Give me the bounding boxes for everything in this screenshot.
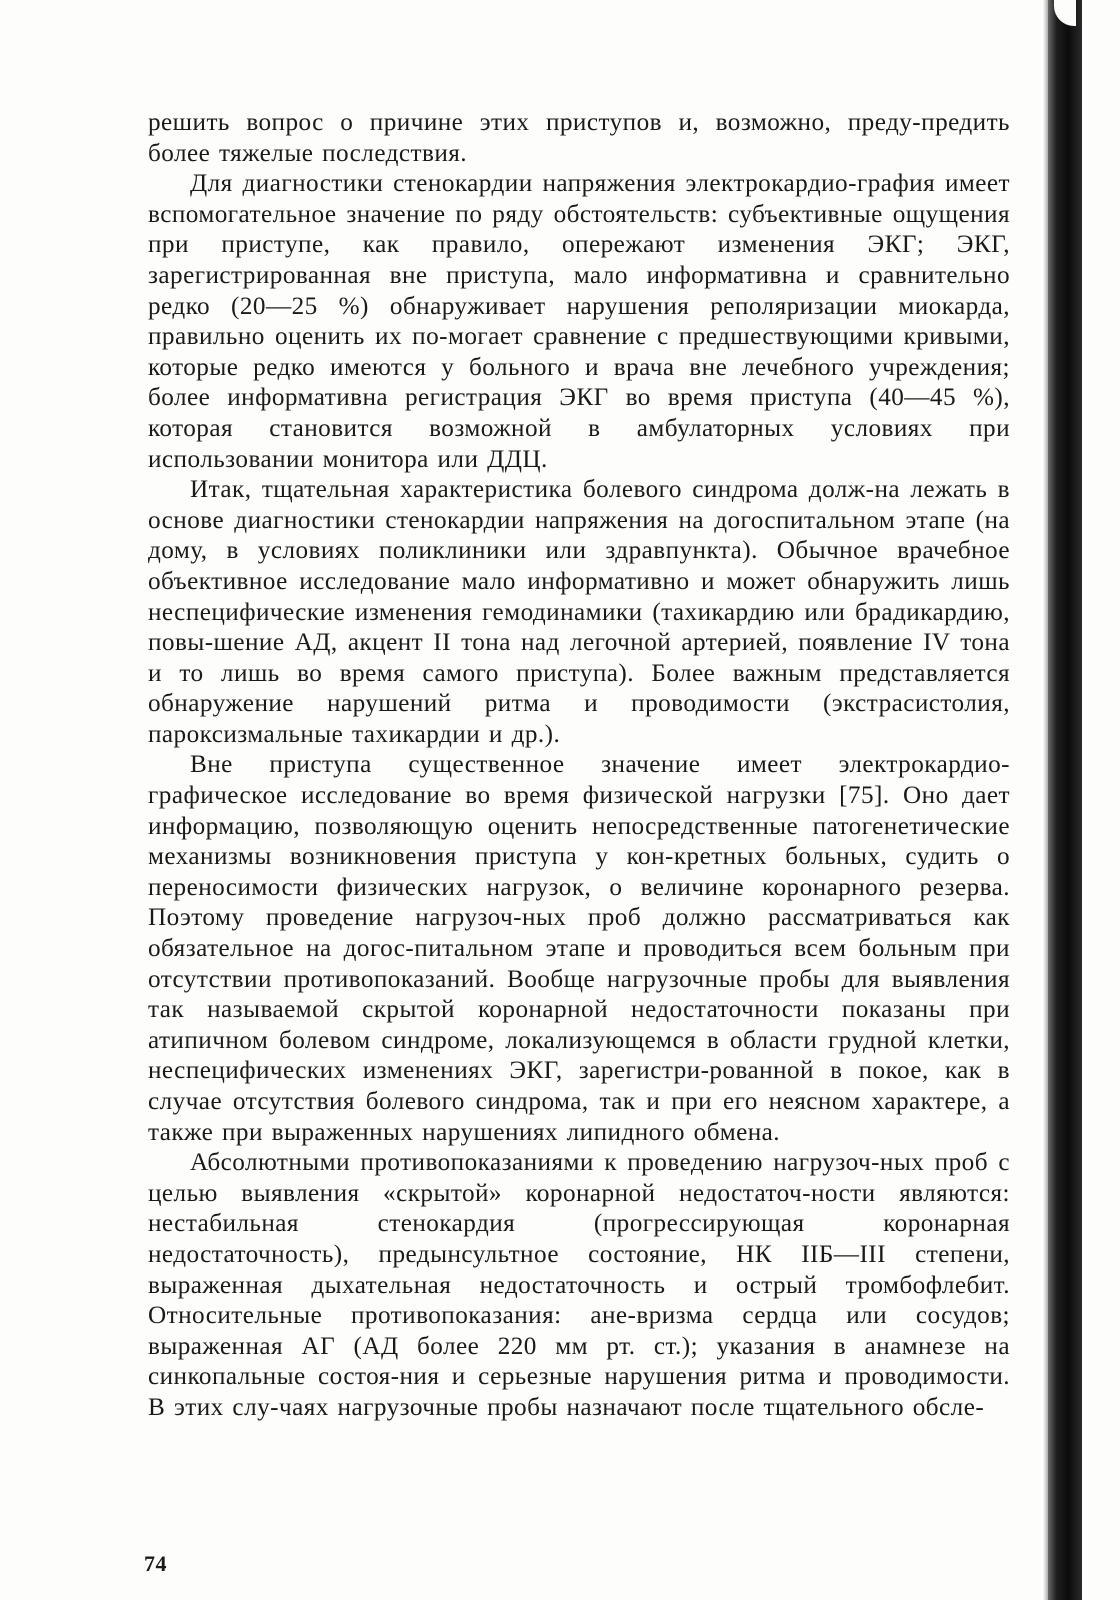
paragraph-1: решить вопрос о причине этих приступов и, возможно, преду-предить более тяжелые последствия. bbox=[148, 109, 1010, 167]
paragraph-5: Абсолютными противопоказаниями к проведению нагрузоч-ных проб с целью выявления «скрытой» коронарной недостаточ-ности являются: нестабильная стенокардия (прогрессирующая коронарная недостаточность), предынсультное состояние, НК IIБ—III степени, выраженная дыхательная недостаточность и острый тромбофлебит. Относительные противопоказания: ане-вризма сердца или сосудов; выраженная АГ (АД более 220 мм рт. ст.); указания в анамнезе на синкопальные состоя-ния и серьезные нарушения ритма и проводимости. В этих слу-чаях нагрузочные пробы назначают после тщательного обсле- bbox=[148, 1149, 1010, 1421]
scan-edge bbox=[1048, 0, 1082, 1600]
paragraph-2: Для диагностики стенокардии напряжения электрокардио-графия имеет вспомогательное значение по ряду обстоятельств: субъективные ощущения при приступе, как правило, опережают изменения ЭКГ; ЭКГ, зарегистрированная вне приступа, мало информативна и сравнительно редко (20—25 %) обнаруживает нарушения реполяризации миокарда, правильно оценить их по-могает сравнение с предшествующими кривыми, которые редко имеются у больного и врача вне лечебного учреждения; более информативна регистрация ЭКГ во время приступа (40—45 %), которая становится возможной в амбулаторных условиях при использовании монитора или ДДЦ. bbox=[148, 170, 1010, 473]
paragraph-4: Вне приступа существенное значение имеет электрокардио-графическое исследование во время физической нагрузки [75]. Оно дает информацию, позволяющую оценить непосредственные патогенетические механизмы возникновения приступа у кон-кретных больных, судить о переносимости физических нагрузок, о величине коронарного резерва. Поэтому проведение нагрузоч-ных проб должно рассматриваться как обязательное на догос-питальном этапе и проводиться всем больным при отсутствии противопоказаний. Вообще нагрузочные пробы для выявления так называемой скрытой коронарной недостаточности показаны при атипичном болевом синдроме, локализующемся в области грудной клетки, неспецифических изменениях ЭКГ, зарегистри-рованной в покое, как в случае отсутствия болевого синдрома, так и при его неясном характере, а также при выраженных нарушениях липидного обмена. bbox=[148, 751, 1010, 1146]
paragraph-3: Итак, тщательная характеристика болевого синдрома долж-на лежать в основе диагностики стенокардии напряжения на догоспитальном этапе (на дому, в условиях поликлиники или здравпункта). Обычное врачебное объективное исследование мало информативно и может обнаружить лишь неспецифические изменения гемодинамики (тахикардию или брадикардию, повы-шение АД, акцент II тона над легочной артерией, появление IV тона и то лишь во время самого приступа). Более важным представляется обнаружение нарушений ритма и проводимости (экстрасистолия, пароксизмальные тахикардии и др.). bbox=[148, 476, 1010, 748]
page-number: 74 bbox=[144, 1551, 167, 1576]
body-text bbox=[148, 108, 1010, 1424]
